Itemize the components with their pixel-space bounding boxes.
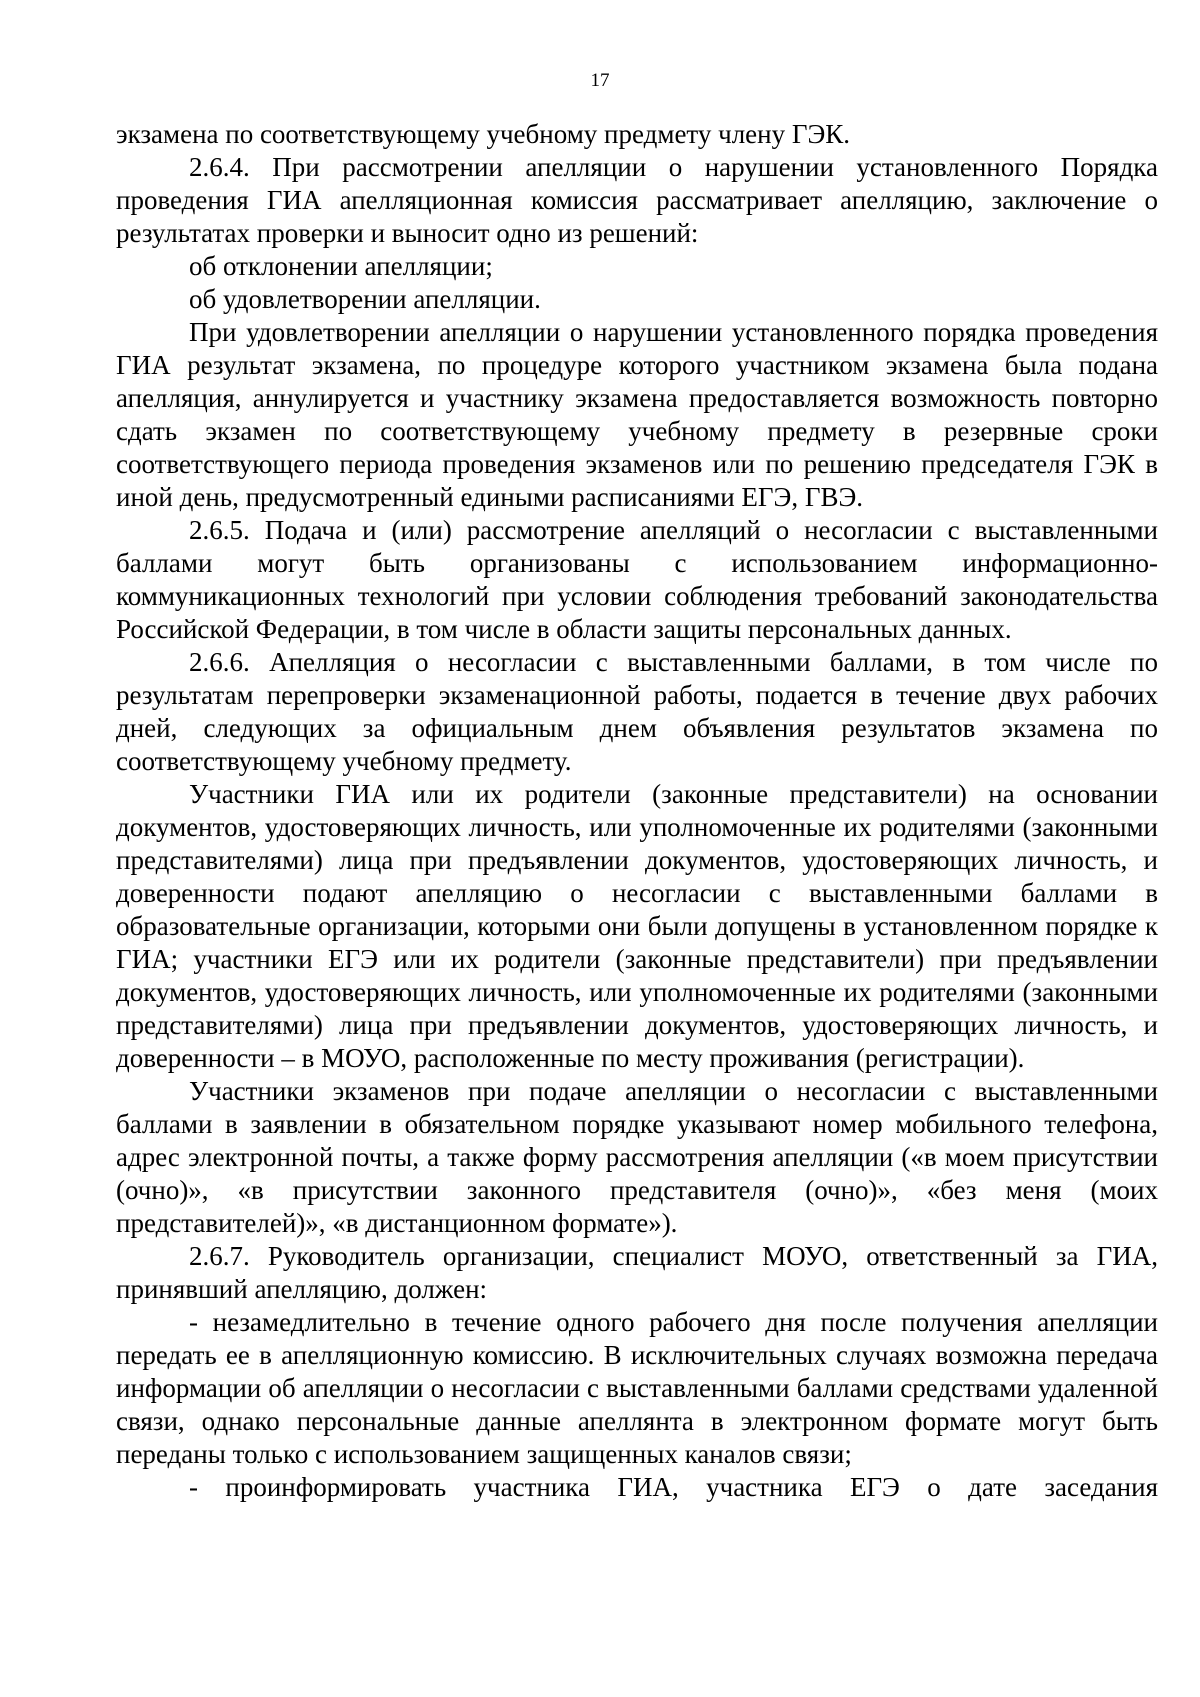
- paragraph: 2.6.5. Подача и (или) рассмотрение апелляций о несогласии с выставленными баллами могут быть организованы с использованием информационно-коммуникационных технологий при условии соблюдения требований законодательства Российской Федерации, в том числе в области защиты персональных данных.: [116, 515, 1158, 644]
- paragraph: об удовлетворении апелляции.: [189, 284, 541, 314]
- page-number: 17: [590, 70, 610, 91]
- paragraph: - незамедлительно в течение одного рабочего дня после получения апелляции передать ее в апелляционную комиссию. В исключительных случаях возможна передача информации об апелляции о несогласии с выставленными баллами средствами удаленной связи, однако персональные данные апеллянта в электронном формате могут быть переданы только с использованием защищенных каналов связи;: [116, 1307, 1158, 1469]
- paragraph: При удовлетворении апелляции о нарушении установленного порядка проведения ГИА результат экзамена, по процедуре которого участником экзамена была подана апелляция, аннулируется и участнику экзамена предоставляется возможность повторно сдать экзамен по соответствующему учебному предмету в резервные сроки соответствующего периода проведения экзаменов или по решению председателя ГЭК в иной день, предусмотренный едиными расписаниями ЕГЭ, ГВЭ.: [116, 317, 1158, 512]
- document-body: [116, 118, 1158, 1504]
- paragraph: - проинформировать участника ГИА, участника ЕГЭ о дате заседания: [189, 1472, 1158, 1502]
- paragraph: экзамена по соответствующему учебному предмету члену ГЭК.: [116, 119, 851, 149]
- paragraph: 2.6.4. При рассмотрении апелляции о нарушении установленного Порядка проведения ГИА апелляционная комиссия рассматривает апелляцию, заключение о результатах проверки и выносит одно из решений:: [116, 152, 1158, 248]
- paragraph: 2.6.6. Апелляция о несогласии с выставленными баллами, в том числе по результатам перепроверки экзаменационной работы, подается в течение двух рабочих дней, следующих за официальным днем объявления результатов экзамена по соответствующему учебному предмету.: [116, 647, 1158, 776]
- paragraph: 2.6.7. Руководитель организации, специалист МОУО, ответственный за ГИА, принявший апелляцию, должен:: [116, 1241, 1158, 1304]
- paragraph: Участники экзаменов при подаче апелляции о несогласии с выставленными баллами в заявлении в обязательном порядке указывают номер мобильного телефона, адрес электронной почты, а также форму рассмотрения апелляции («в моем присутствии (очно)», «в присутствии законного представителя (очно)», «без меня (моих представителей)», «в дистанционном формате»).: [116, 1076, 1158, 1238]
- paragraph: Участники ГИА или их родители (законные представители) на основании документов, удостоверяющих личность, или уполномоченные их родителями (законными представителями) лица при предъявлении документов, удостоверяющих личность, и доверенности подают апелляцию о несогласии с выставленными баллами в образовательные организации, которыми они были допущены в установленном порядке к ГИА; участники ЕГЭ или их родители (законные представители) при предъявлении документов, удостоверяющих личность, или уполномоченные их родителями (законными представителями) лица при предъявлении документов, удостоверяющих личность, и доверенности – в МОУО, расположенные по месту проживания (регистрации).: [116, 779, 1158, 1073]
- paragraph: об отклонении апелляции;: [189, 251, 493, 281]
